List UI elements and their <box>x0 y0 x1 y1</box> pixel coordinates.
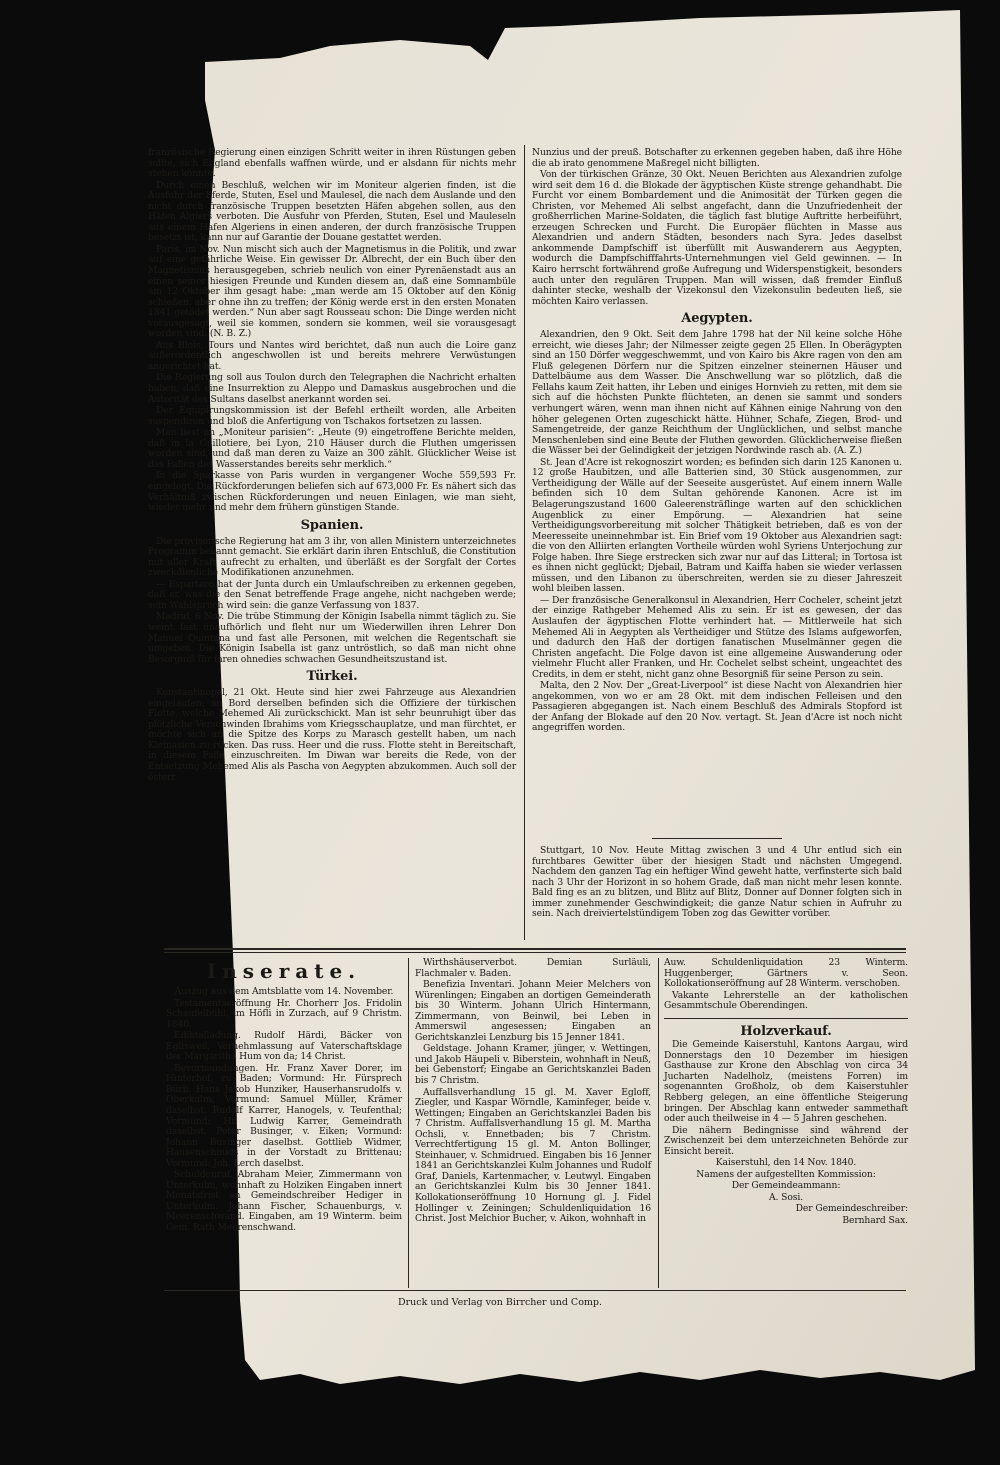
inserate-entry: Vakante Lehrerstelle an der katholischen Gesammtschule Oberendingen. <box>664 989 908 1012</box>
footer-rule <box>164 1290 906 1291</box>
column-divider <box>658 958 659 1288</box>
section-heading-aegypten: Aegypten. <box>681 311 753 327</box>
inserate-entry: Testamentseröffnung Hr. Chorherr Jos. Fridolin Schaufelbühl, im Höfli in Zurzach, auf 9 Christm. 1840. <box>166 997 402 1030</box>
section-heading-spanien: Spanien. <box>300 517 364 533</box>
article-paragraph: Der Equipirungskommission ist der Befehl ertheilt worden, alle Arbeiten suspendiren und bloß die Anfertigung von Tschakos fortsetzen zu lassen. <box>148 405 516 427</box>
inserate-entry: Auw. Schuldenliquidation 23 Winterm. Huggenberger, Gärtners v. Seon. Kollokationseröffnung auf 28 Winterm. verschoben. <box>664 957 908 990</box>
article-paragraph: französische Regierung einen einzigen Schritt weiter in ihren Rüstungen geben sollte, sich England ebenfalls waffnen würde, und er alsdann für nichts mehr stehen könnte. <box>148 147 516 180</box>
article-paragraph: Die Regierung soll aus Toulon durch den Telegraphen die Nachricht erhalten haben, daß eine Insurrektion zu Aleppo und Damaskus ausgebrochen und die Autorität des Sultans daselbst anerkannt worden sei. <box>148 372 516 405</box>
inserate-top-rule-thin <box>164 952 906 953</box>
signature-line: Namens der aufgestellten Kommission: <box>696 1168 876 1180</box>
inserate-entry: Wirthshäuserverbot. Demian Surläuli, Flachmaler v. Baden. <box>415 957 651 979</box>
imprint-footer: Druck und Verlag von Birrcher und Comp. <box>397 1297 603 1308</box>
article-paragraph: Man liest im „Moniteur parisien“: „Heute (9) eingetroffene Berichte melden, daß in la Guillotiere, bei Lyon, 210 Häuser durch die Fluthen umgerissen worden sind, und daß man deren zu Vaize an 300 zählt. Glücklicher Weise ist das Fallen des Wasserstandes bereits sehr merklich.“ <box>148 427 516 470</box>
left-column <box>148 148 516 784</box>
inserate-column-3 <box>664 958 908 1228</box>
separator-line <box>664 1018 908 1019</box>
inserate-entry: Die Gemeinde Kaiserstuhl, Kantons Aargau, wird Donnerstags den 10 Dezember im hiesigen Gasthause zur Krone den Abschlag von circa 34 Jucharten Nadelholz, (meistens Forren) im sogenannten Großholz, ob dem Kaiserstuhler Rebberg gelegen, an eine öffentliche Steigerung bringen. Der Abschlag kann entweder sammethaft oder auch theilweise in 4 — 5 Jahren geschehen. <box>664 1039 908 1125</box>
article-paragraph: Stuttgart, 10 Nov. Heute Mittag zwischen 3 und 4 Uhr entlud sich ein furchtbares Gewitter über der hiesigen Stadt und nächsten Umgegend. Nachdem den ganzen Tag ein heftiger Wind geweht hatte, verfinsterte sich bald nach 3 Uhr der Horizont in so hohem Grade, daß man nicht mehr lesen konnte. Bald fing es an zu blitzen, und Blitz auf Blitz, Donner auf Donner folgten sich in immer zunehmender Geschwindigkeit; die ganze Natur schien in Aufruhr zu sein. Nach dreiviertelstündigem Toben zog das Gewitter vorüber. <box>532 845 902 920</box>
article-paragraph: — Espartero hat der Junta durch ein Umlaufschreiben zu erkennen gegeben, daß er, was die den Senat betreffende Frage angehe, nicht nachgeben werde; sein Wahlspruch wird sein: die ganze Verfassung von 1837. <box>148 578 516 611</box>
section-heading-tuerkei: Türkei. <box>306 669 358 685</box>
article-paragraph: Madrid, 6 Nov. Die trübe Stimmung der Königin Isabella nimmt täglich zu. Sie weint fast unaufhörlich und fleht nur um Wiederwillen ihren Lehrer Don Manuel Quintana und fast alle Personen, mit welchen die Regentschaft sie umgeben. Die Königin Isabella ist ganz untröstlich, so daß man nicht ohne Besorgniß für ihren ohnedies schwachen Gesundheitszustand ist. <box>148 611 516 665</box>
right-column <box>532 148 902 735</box>
inserate-column-1 <box>166 958 402 1235</box>
article-paragraph: Konstantinopel, 21 Okt. Heute sind hier zwei Fahrzeuge aus Alexandrien eingelaufen; an Bord derselben befinden sich die Offiziere der türkischen Flotte, welche Mehemed Ali zurückschickt. Man ist sehr beunruhigt über das plötzliche Verschwinden Ibrahims vom Kriegsschauplatze, und man fürchtet, er möchte sich an die Spitze des Korps zu Marasch gestellt haben, um nach Kleinasien zu rücken. Das russ. Heer und die russ. Flotte steht in Bereitschaft, in diesem Falle einzuschreiten. Im Diwan war bereits die Rede, von der Entsetzung Mehemed Alis als Pascha von Aegypten abzukommen. Auch soll der österr. <box>148 687 516 783</box>
article-paragraph: Von der türkischen Gränze, 30 Okt. Neuen Berichten aus Alexandrien zufolge wird seit dem 16 d. die Blokade der ägyptischen Küste strenge gehandhabt. Die Furcht vor einem Bombardement und die Animosität der Türken gegen die Christen, vor Mehemed Ali selbst angefacht, dann die Unzufriedenheit der großherrlichen Marine-Soldaten, die täglich fast blutige Auftritte herbeiführt, erzeugen Schrecken und Furcht. Die Europäer flüchten in Masse aus Alexandrien und andern Städten, besonders nach Syra. Jedes daselbst ankommende Dampfschiff ist überfüllt mit Auswanderern aus Aegypten, wodurch die Dampfschifffahrts-Unternehmungen viel Geld gewinnen. — In Kairo herrscht fortwährend große Aufregung und Widerspenstigkeit, besonders auch unter den regulären Truppen. Man will wissen, daß fremder Einfluß dahinter stecke, weshalb der Vizekonsul den Vizekonsulin bedeuten ließ, sie möchten Kairo verlassen. <box>532 169 902 307</box>
inserate-entry: Benefizia Inventari. Johann Meier Melchers von Würenlingen; Eingaben an dortigen Gemeinderath bis 30 Winterm. Johann Ulrich Hintermann, Zimmermann, von Beinwil, bei Leben in Ammerswil angesessen; Eingaben an Gerichtskanzlei Lenzburg bis 15 Jenner 1841. <box>415 979 651 1043</box>
article-paragraph: Nunzius und der preuß. Botschafter zu erkennen gegeben haben, daß ihre Höhe die ab irato genommene Maßregel nicht billigten. <box>532 147 902 169</box>
stuttgart-article <box>532 846 902 921</box>
inserate-entry: Die nähern Bedingnisse sind während der Zwischenzeit bei dem unterzeichneten Behörde zur Einsicht bereit. <box>664 1124 908 1157</box>
article-paragraph: St. Jean d'Acre ist rekognoszirt worden; es befinden sich darin 125 Kanonen u. 12 große Haubitzen, und alle Batterien sind, 30 Stück ausgenommen, zur Vertheidigung der Wälle auf der Seeseite ausgerüstet. Auf einem innern Walle befinden sich 10 dem Sultan gehörende Kanonen. Acre ist im Belagerungszustand 1600 Galeerensträflinge warten auf den schicklichen Augenblick zu einer Empörung. — Alexandrien hat seine Vertheidigungsvorbereitung mit solcher Thätigkeit betrieben, daß es von der Meeresseite uneinnehmbar ist. Ein Brief vom 19 Oktober aus Alexandrien sagt: die von den Alliirten erlangten Vortheile würden wohl Syriens Unterjochung zur Folge haben. Ihre Siege erstrecken sich zwar nur auf das Litteral; in Tortosa ist es ihnen nicht geglückt; Djebail, Batram und Kaiffa haben sie wieder verlassen müssen, und den Libanon zu überschreiten, werden sie zu dieser Jahreszeit wohl bleiben lassen. <box>532 456 902 595</box>
inserate-entry: Auszug aus dem Amtsblatte vom 14. November. <box>174 986 394 997</box>
signature-line: Der Gemeindeammann: <box>731 1180 841 1192</box>
inserate-entry: Auffallsverhandlung 15 gl. M. Xaver Egloff, Ziegler, und Kaspar Wörndle, Kaminfeger, beide v. Wettingen; Eingaben an Gerichtskanzlei Baden bis 7 Christm. Auffallsverhandlung 15 gl. M. Martha Ochsli, v. Ennetbaden; bis 7 Christm. Verrechtfertigung 15 gl. M. Anton Bollinger, Steinhauer, v. Schmidrued. Eingaben bis 16 Jenner 1841 an Gerichtskanzlei Kulm Johannes und Rudolf Graf, Daniels, Kartenmacher, v. Leutwyl. Eingaben an Gerichtskanzlei Kulm bis 30 Jenner 1841. Kollokationseröffnung 10 Hornung gl. J. Fidel Hollinger v. Zeiningen; Schuldenliquidation 16 Christ. Jost Melchior Bucher, v. Aikon, wohnhaft in <box>415 1086 651 1225</box>
inserate-entry: Schuldenruf. Abraham Meier, Zimmermann von Unterkulm, wohnhaft zu Holziken Eingaben innert Monatsfrist an Gemeindschreiber Hediger in Unterkulm. Johann Fischer, Schauenburgs, v. Meerenschwand. Eingaben, am 19 Winterm. beim Gem. Rath Meerenschwand. <box>166 1169 402 1234</box>
article-paragraph: Aus Blois, Tours und Nantes wird berichtet, daß nun auch die Loire ganz außerordentlich angeschwollen ist und bereits mehrere Verwüstungen angerichtet hat. <box>148 339 516 372</box>
inserate-title: Inserate. <box>206 959 362 983</box>
holzverkauf-heading: Holzverkauf. <box>740 1023 832 1039</box>
holzverkauf-date: Kaiserstuhl, den 14 Nov. 1840. <box>715 1157 857 1169</box>
article-paragraph: — Der französische Generalkonsul in Alexandrien, Herr Cocheleт, scheint jetzt der einzige Rathgeber Mehemed Alis zu sein. Er ist es gewesen, der das Auslaufen der ägyptischen Flotte verhindert hat. — Mittlerweile hat sich Mehemed Ali in Aegypten als Vertheidiger und Stütze des Islams aufgeworfen, und dadurch den Haß der dortigen fanatischen Muselmänner gegen die Christen angefacht. Die Folge davon ist eine allgemeine Auswanderung oder vielmehr Flucht aller Franken, und Hr. Cochelet selbst scheint, ungeachtet des Credits, in dem er steht, nicht ganz ohne Besorgniß für seine Person zu sein. <box>532 594 902 680</box>
article-paragraph: Malta, den 2 Nov. Der „Great-Liverpool“ ist diese Nacht von Alexandrien hier angekommen, von wo er am 28 Okt. mit dem indischen Felleisen und den Passagieren abgegangen ist. Nach einem Beschluß des Admirals Stopford ist der Anfang der Blokade auf den 20 Nov. vertagt. St. Jean d'Acre ist noch nicht angegriffen worden. <box>532 680 902 734</box>
signature-line: A. Sosi. <box>768 1191 804 1203</box>
signature-line: Der Gemeindeschreiber: <box>795 1203 908 1215</box>
signature-line: Bernhard Sax. <box>842 1215 908 1227</box>
column-divider <box>408 958 409 1288</box>
inserate-column-2 <box>415 958 651 1226</box>
article-paragraph: Durch einen Beschluß, welchen wir im Moniteur algerien finden, ist die Ausfuhr der Pferde, Stuten, Esel und Maulesel, die nach dem Auslande und den nicht durch französische Truppen besetzten Häfen abgehen sollen, aus den Häfen Algiers verboten. Die Ausfuhr von Pferden, Stuten, Esel und Mauleseln aus einem Hafen Algeriens in einen anderen, der durch französische Truppen besetzt ist, kann nur auf Garantie der Douane gestattet werden. <box>148 179 516 244</box>
article-paragraph: Paris, im Nov. Nun mischt sich auch der Magnetismus in die Politik, und zwar auf eine gefährliche Weise. Ein gewisser Dr. Albrecht, der ein Buch über den Magnetismus herausgegeben, schrieb neulich von einer Pyrenäenstadt aus an einen seiner hiesigen Freunde und Kunden diesem an, daß eine Somnambüle am 12 Oktober ihm gesagt habe: „man werde am 15 Oktober auf den König schießen, aber ohne ihn zu treffen; der König werde erst in den ersten Monaten 1841 getödet werden.“ Nun aber sagt Rousseau schon: Die Dinge werden nicht vorausgesagt, weil sie kommen, sondern sie kommen, weil sie vorausgesagt worden sind. (N. B. Z.) <box>148 243 516 340</box>
inserate-entry: Bevormundungen. Hr. Franz Xaver Dorer, im Hinterhof, zu Baden; Vormund: Hr. Fürsprech Bürli. Hans Jakob Hunziker, Hauserhansrudolfs v. Oberkulm; Vormund: Samuel Müller, Krämer daselbst. Rudolf Karrer, Hanogels, v. Teufenthal; Vormund: Hr. Ludwig Karrer, Gemeindrath daselbst. Peter Businger, v. Eiken; Vormund: Johann Businger daselbst. Gottlieb Widmer, Hausenschmids in der Vorstadt zu Brittenau; Vormund: Joh. Lerch daselbst. <box>166 1062 402 1169</box>
article-paragraph: Die provisorische Regierung hat am 3 ihr, von allen Ministern unterzeichnetes Programm bekannt gemacht. Sie erklärt darin ihren Entschluß, die Constitution mit aller Kraft aufrecht zu erhalten, und überläßt es der Sorgfalt der Cortes zweckdienliche Modifikationen anzunehmen. <box>148 535 516 579</box>
column-divider <box>524 145 525 940</box>
inserate-entry: Ediktalladung. Rudolf Härdi, Bäcker von Eglisweil, Vernehmlassung auf Vaterschaftsklage der Margaritha Hum von da; 14 Christ. <box>166 1030 402 1063</box>
article-paragraph: Alexandrien, den 9 Okt. Seit dem Jahre 1798 hat der Nil keine solche Höhe erreicht, wie dieses Jahr; der Nilmesser zeigte gegen 25 Ellen. In Oberägypten sind an 150 Dörfer weggeschwemmt, und von Kairo bis Akre ragen von den am Fluß gelegenen Dörfern nur die Spitzen einzelner steinernen Häuser und Dattelbäume aus dem Wasser. Die Anschwellung war so plötzlich, daß die Fellahs kaum Zeit hatten, ihr Leben und einiges Hornvieh zu retten, mit dem sie sich auf die höchsten Punkte flüchteten, an denen sie sammt und sonders verhungert wären, wenn man ihnen nicht auf Kähnen einige Nahrung von den höher gelegenen Orten zugeschickt hätte. Hühner, Schafe, Ziegen, Brod- und Samengetreide, der ganze Reichthum der Unglücklichen, und selbst manche Menschenleben sind eine Beute der Fluthen geworden. Glücklicherweise fließen die Wässer bei der Gelindigkeit der jetzigen Nordwinde rasch ab. (A. Z.) <box>532 329 902 457</box>
inserate-entry: Geldstage. Johann Kramer, jünger, v. Wettingen, und Jakob Häupeli v. Biberstein, wohnhaft in Neuß, bei Gebenstorf; Eingabe an Gerichtskanzlei Baden bis 7 Christm. <box>415 1043 651 1087</box>
inserate-top-rule <box>164 948 906 950</box>
article-paragraph: In die Sparkasse von Paris wurden in vergangener Woche 559,593 Fr. eingelegt. Die Rückforderungen beliefen sich auf 673,000 Fr. Es nähert sich das Verhältniß zwischen Rückforderungen und neuen Einlagen, wie man sieht, wieder mehr und mehr dem frühern günstigen Stande. <box>148 470 516 514</box>
separator-line <box>652 838 782 839</box>
